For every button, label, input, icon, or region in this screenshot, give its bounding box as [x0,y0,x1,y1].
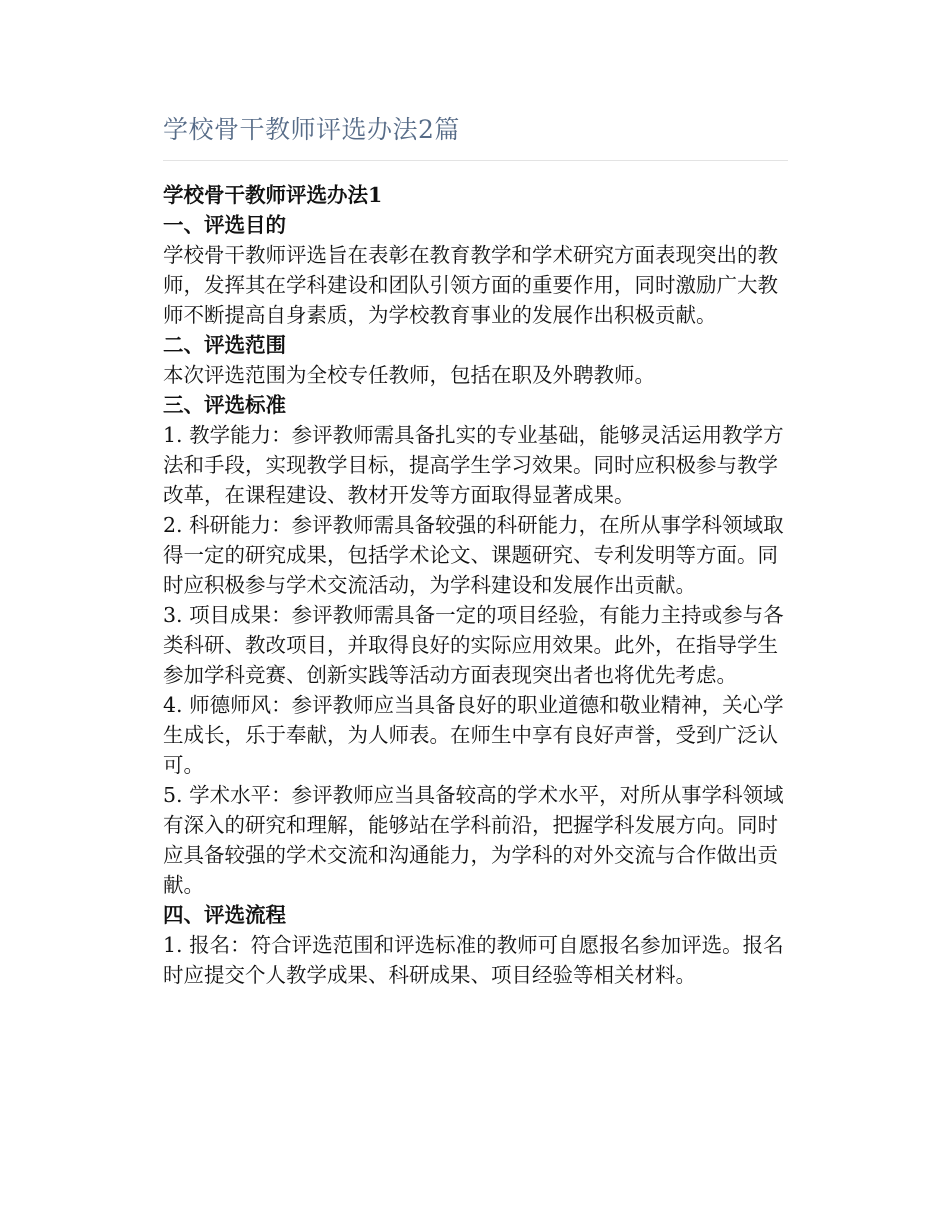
title-divider [163,160,788,161]
heading-purpose: 一、评选目的 [163,213,286,237]
heading-process: 四、评选流程 [163,903,286,927]
document-body [163,180,788,990]
criteria-item-research: 2. 科研能力：参评教师需具备较强的科研能力，在所从事学科领域取得一定的研究成果，包括学术论文、课题研究、专利发明等方面。同时应积极参与学术交流活动，为学科建设和发展作出贡献。 [163,513,784,597]
section-title: 学校骨干教师评选办法1 [163,183,383,207]
process-item-registration: 1. 报名：符合评选范围和评选标准的教师可自愿报名参加评选。报名时应提交个人教学成果、科研成果、项目经验等相关材料。 [163,933,784,987]
criteria-item-academic: 5. 学术水平：参评教师应当具备较高的学术水平，对所从事学科领域有深入的研究和理解，能够站在学科前沿，把握学科发展方向。同时应具备较强的学术交流和沟通能力，为学科的对外交流与合作做出贡献。 [163,783,784,897]
heading-criteria: 三、评选标准 [163,393,286,417]
criteria-item-ethics: 4. 师德师风：参评教师应当具备良好的职业道德和敬业精神，关心学生成长，乐于奉献，为人师表。在师生中享有良好声誉，受到广泛认可。 [163,693,784,777]
document-title: 学校骨干教师评选办法2篇 [163,115,460,144]
heading-scope: 二、评选范围 [163,333,286,357]
paragraph-scope: 本次评选范围为全校专任教师，包括在职及外聘教师。 [163,363,655,387]
paragraph-purpose: 学校骨干教师评选旨在表彰在教育教学和学术研究方面表现突出的教师，发挥其在学科建设和团队引领方面的重要作用，同时激励广大教师不断提高自身素质，为学校教育事业的发展作出积极贡献。 [163,243,778,327]
criteria-item-teaching: 1. 教学能力：参评教师需具备扎实的专业基础，能够灵活运用教学方法和手段，实现教学目标，提高学生学习效果。同时应积极参与教学改革，在课程建设、教材开发等方面取得显著成果。 [163,423,784,507]
criteria-item-projects: 3. 项目成果：参评教师需具备一定的项目经验，有能力主持或参与各类科研、教改项目，并取得良好的实际应用效果。此外，在指导学生参加学科竞赛、创新实践等活动方面表现突出者也将优先考虑。 [163,603,784,687]
